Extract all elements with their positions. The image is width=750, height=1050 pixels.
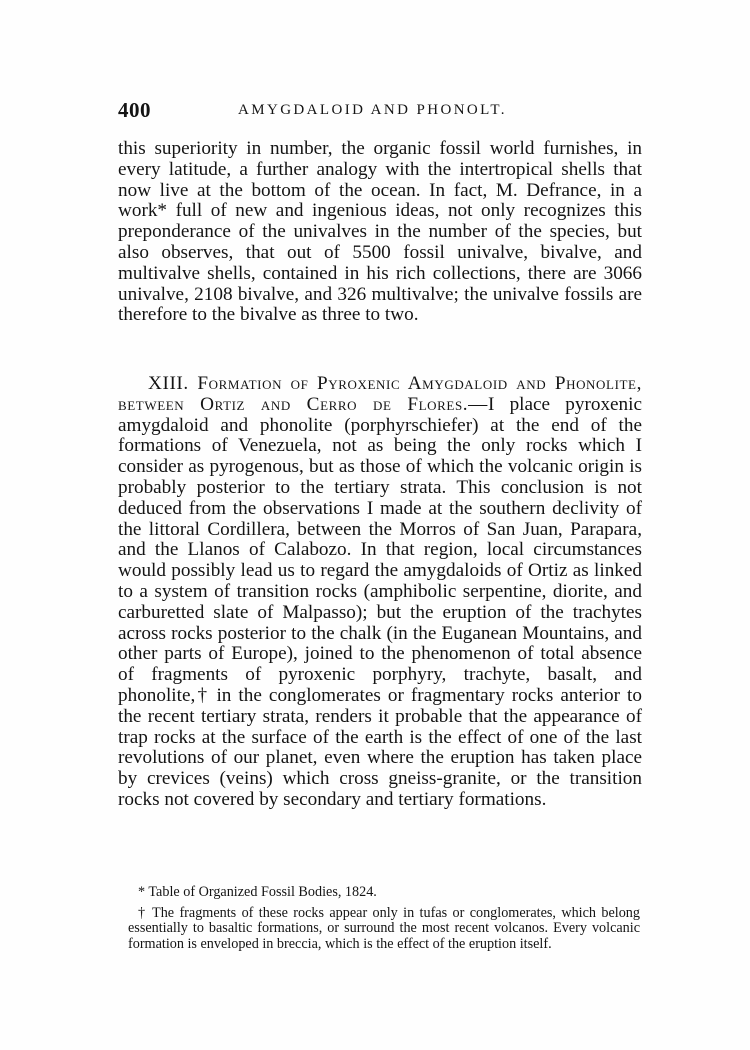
body-paragraph: this superiority in number, the organic fossil world furnishes, in every latitude, a further analogy with the intertropical shells that now live at the bottom of the ocean. In fact, M. Defrance, in a work* full of new and ingenious ideas, not only recognizes this preponderance of the univalves in the number of the species, but also observes, that out of 5500 fossil univalve, bivalve, and multivalve shells, contained in his rich collections, there are 3066 univalve, 2108 bivalve, and 326 multivalve; the univalve fossils are therefore to the bivalve as three to two. [118, 138, 642, 326]
running-head: AMYGDALOID AND PHONOLT. [238, 102, 507, 118]
page-header [118, 98, 644, 128]
footnote: * Table of Organized Fossil Bodies, 1824. [138, 884, 377, 900]
section-text: I place pyroxenic amygdaloid and phonolite (porphyrschiefer) at the end of the formations of Venezuela, not as being the only rocks which I consider as pyrogenous, but as those of which the volcanic origin is probably posterior to the tertiary strata. This conclusion is not deduced from the observations I made at the southern declivity of the littoral Cordillera, between the Morros of San Juan, Parapara, and the Llanos of Calabozo. In that region, local circumstances would possibly lead us to regard the amygdaloids of Ortiz as linked to a system of transition rocks (amphibolic serpentine, diorite, and carburetted slate of Malpasso); but the eruption of the trachytes across rocks posterior to the chalk (in the Euganean Mountains, and other parts of Europe), joined to the phenomenon of total absence of fragments of pyroxenic porphyry, trachyte, basalt, and phonolite,† in the conglomerates or fragmentary rocks anterior to the recent tertiary strata, renders it probable that the appearance of trap rocks at the surface of the earth is the effect of one of the last revolutions of our planet, even where the eruption has taken place by crevices (veins) which cross gneiss-granite, or the transition rocks not covered by secondary and tertiary formations. [118, 393, 643, 810]
footnote: † The fragments of these rocks appear only in tufas or conglomerates, which belong essentially to basaltic formations, or surround the most recent volcanos. Every volcanic formation is enveloped in breccia, which is the effect of the eruption itself. [128, 904, 640, 952]
footnotes [128, 885, 640, 952]
section-paragraph [118, 374, 642, 811]
page-number: 400 [118, 98, 151, 122]
section-heading: XIII. Formation of Pyroxenic Amygdaloid and Phonolite, between Ortiz and Cerro de Flores.— [118, 373, 642, 415]
